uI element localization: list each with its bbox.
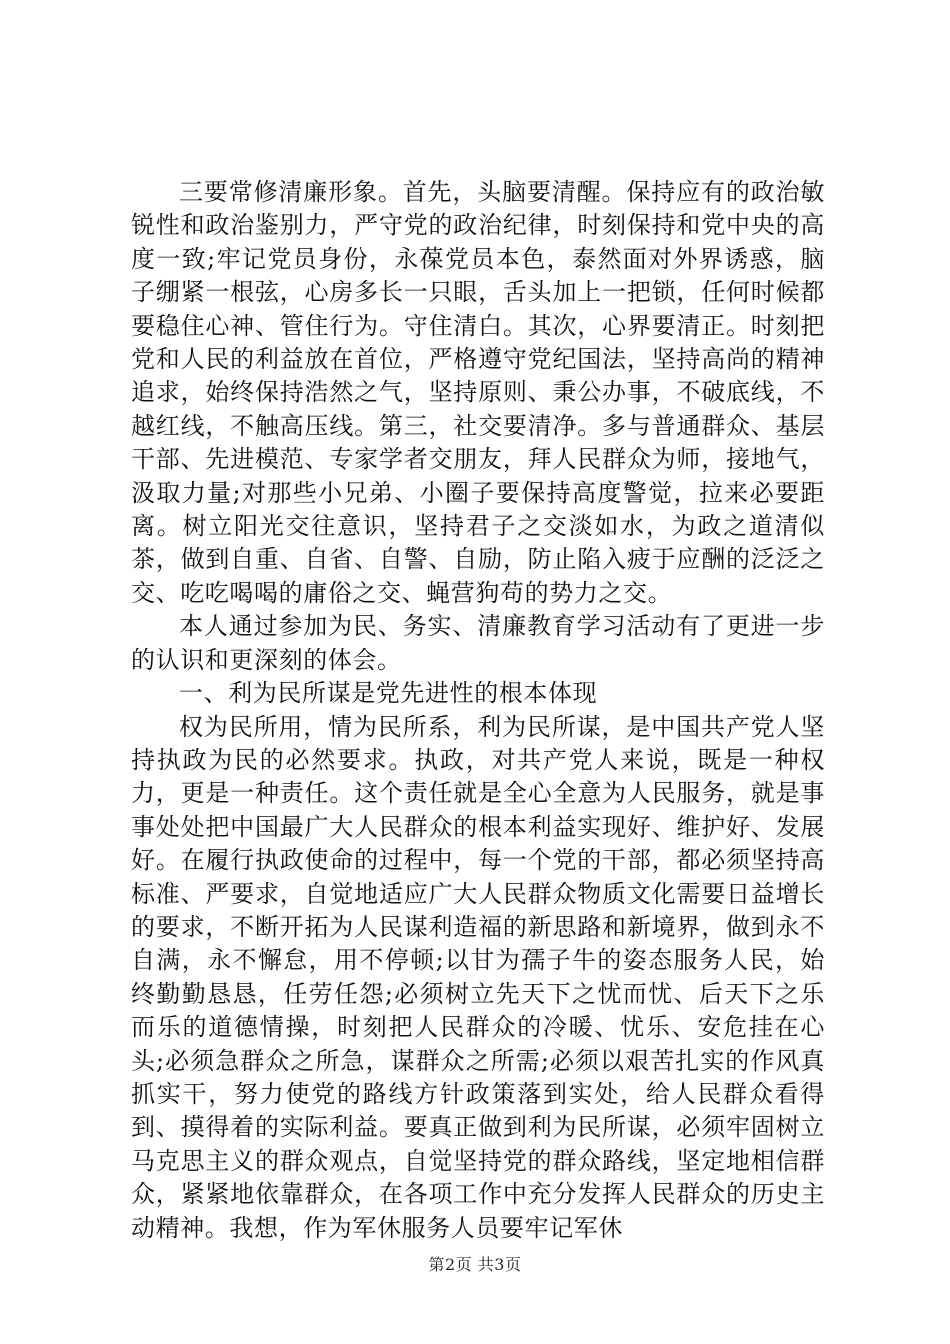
paragraph-learning-summary: 本人通过参加为民、务实、清廉教育学习活动有了更进一步的认识和更深刻的体会。 — [131, 612, 825, 674]
paragraph-serve-people: 权为民所用，情为民所系，利为民所谋，是中国共产党人坚持执政为民的必然要求。执政，对共产党人来说，既是一种权力，更是一种责任。这个责任就是全心全意为人民服务，就是事事处处把中国最广大人民群众的根本利益实现好、维护好、发展好。在履行执政使命的过程中，每一个党的干部，都必须坚持高标准、严要求，自觉地适应广大人民群众物质文化需要日益增长的要求，不断开拓为人民谋利造福的新思路和新境界，做到永不自满，永不懈怠，用不停顿;以甘为孺子牛的姿态服务人民，始终勤勤恳恳，任劳任怨;必须树立先天下之忧而忧、后天下之乐而乐的道德情操，时刻把人民群众的冷暖、忧乐、安危挂在心头;必须急群众之所急，谋群众之所需;必须以艰苦扎实的作风真抓实干，努力使党的路线方针政策落到实处，给人民群众看得到、摸得着的实际利益。要真正做到利为民所谋，必须牢固树立马克思主义的群众观点，自觉坚持党的群众路线，坚定地相信群众，紧紧地依靠群众，在各项工作中充分发挥人民群众的历史主动精神。我想，作为军休服务人员要牢记军休 — [131, 712, 825, 1242]
section-heading: 一、利为民所谋是党先进性的根本体现 — [179, 679, 598, 708]
page-number-footer: 第2页 共3页 — [428, 1255, 522, 1274]
document-body — [131, 176, 825, 1245]
paragraph-clean-image: 三要常修清廉形象。首先，头脑要清醒。保持应有的政治敏锐性和政治鉴别力，严守党的政治纪律，时刻保持和党中央的高度一致;牢记党员身份，永葆党员本色，泰然面对外界诱惑，脑子绷紧一根弦，心房多长一只眼，舌头加上一把锁，任何时候都要稳住心神、管住行为。守住清白。其次，心界要清正。时刻把党和人民的利益放在首位，严格遵守党纪国法，坚持高尚的精神追求，始终保持浩然之气，坚持原则、秉公办事，不破底线，不越红线，不触高压线。第三，社交要清净。多与普通群众、基层干部、先进模范、专家学者交朋友，拜人民群众为师，接地气，汲取力量;对那些小兄弟、小圈子要保持高度警觉，拉来必要距离。树立阳光交往意识，坚持君子之交淡如水，为政之道清似茶，做到自重、自省、自警、自励，防止陷入疲于应酬的泛泛之交、吃吃喝喝的庸俗之交、蝇营狗苟的势力之交。 — [131, 178, 825, 607]
